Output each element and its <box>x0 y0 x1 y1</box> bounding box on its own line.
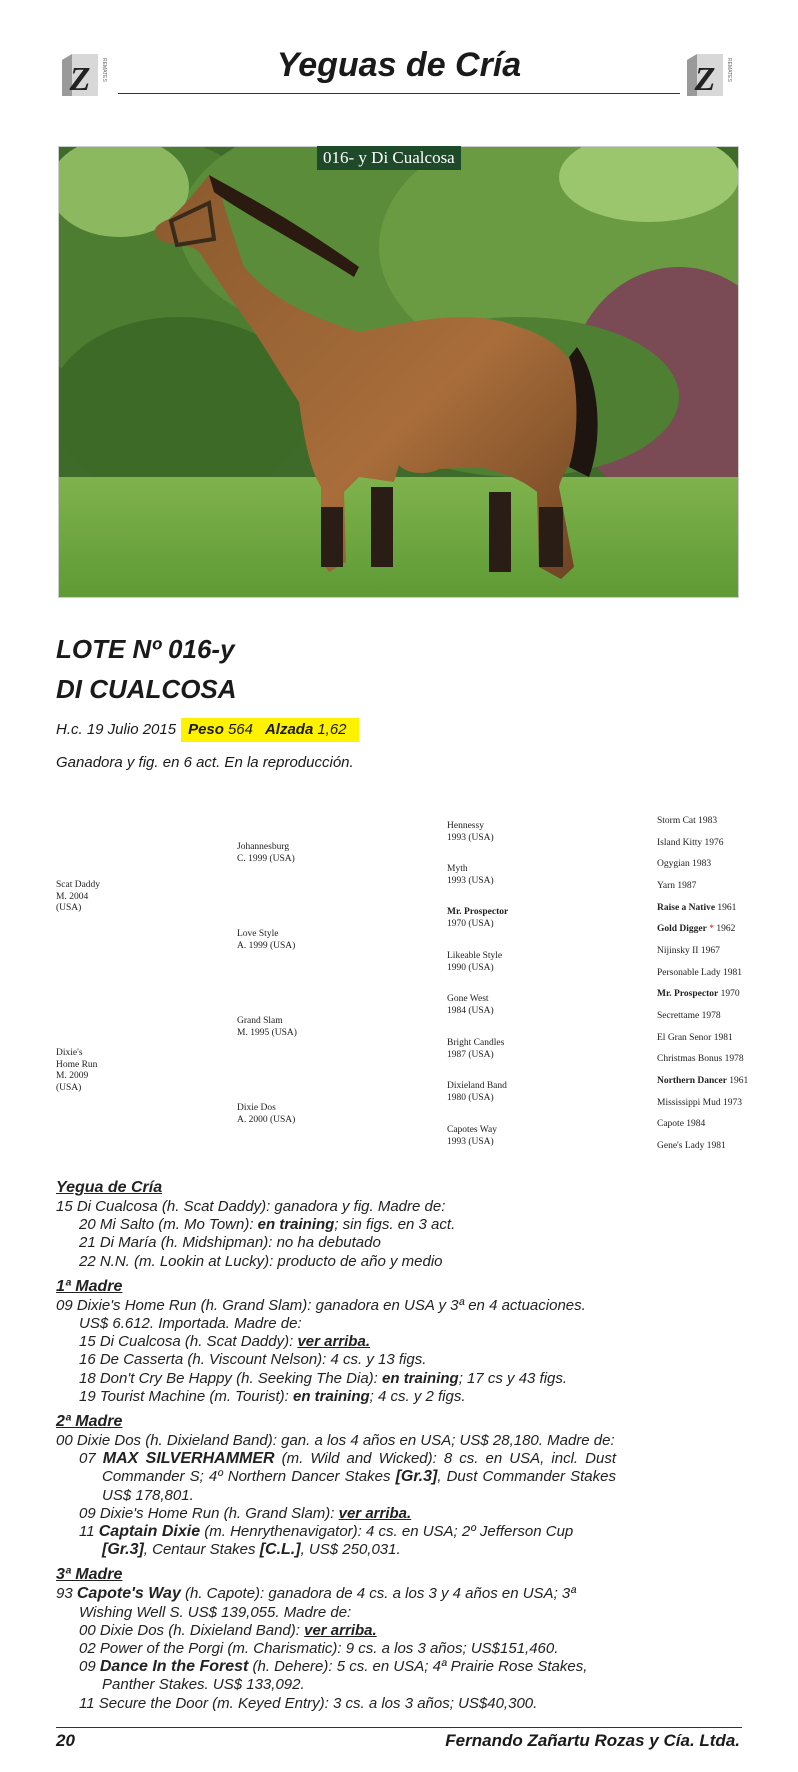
pedigree-gen4-item: Ogygian 1983 <box>657 859 712 869</box>
section-heading: 1ª Madre <box>56 1277 123 1295</box>
record-line: 09 Dixie's Home Run (h. Grand Slam): ganadora en USA y 3ª en 4 actuaciones. US$ 6.612. Importada. Madre de: <box>56 1296 586 1333</box>
header-divider <box>118 93 680 94</box>
pedigree-gen4-item: Mississippi Mud 1973 <box>657 1098 742 1108</box>
lot-number: LOTE Nº 016-y <box>56 634 235 664</box>
record-line: 15 Di Cualcosa (h. Scat Daddy): ganadora y fig. Madre de: <box>56 1198 446 1215</box>
remates-logo-right <box>685 52 733 98</box>
pedigree-gen3-item: Likeable Style 1990 (USA) <box>447 951 503 973</box>
pedigree-gen3-item: Myth 1993 (USA) <box>447 864 494 886</box>
record-line: 02 Power of the Porgi (m. Charismatic): 9 cs. a los 3 años; US$151,460. <box>79 1640 559 1658</box>
pedigree-gen4-item: Storm Cat 1983 <box>657 816 718 826</box>
svg-text:REMATES: REMATES <box>726 58 732 82</box>
record-line: 19 Tourist Machine (m. Tourist): en training; 4 cs. y 2 figs. <box>79 1387 466 1405</box>
record-line: 00 Dixie Dos (h. Dixieland Band): ver arriba. <box>79 1621 377 1639</box>
pedigree-gen2-item: Grand Slam M. 1995 (USA) <box>237 1016 297 1038</box>
peso-value: 564 <box>227 721 253 738</box>
pedigree-gen4-item: Christmas Bonus 1978 <box>657 1054 744 1064</box>
pedigree-gen4-item: Capote 1984 <box>657 1119 706 1129</box>
section-heading: Yegua de Cría <box>56 1179 163 1196</box>
pedigree-gen4-item: El Gran Senor 1981 <box>657 1033 733 1043</box>
photo-caption: 016- y Di Cualcosa <box>317 146 461 170</box>
page-header <box>0 0 798 110</box>
pedigree-gen4-item: Yarn 1987 <box>657 881 697 891</box>
pedigree-gen4-item: Gene's Lady 1981 <box>657 1141 726 1151</box>
measurements-highlight <box>181 718 358 742</box>
pedigree-gen3-item: Mr. Prospector 1970 (USA) <box>447 907 509 929</box>
pedigree-gen4-item: Northern Dancer 1961 <box>657 1076 749 1086</box>
svg-text:Z: Z <box>69 61 91 98</box>
record-line: 93 Capote's Way (h. Capote): ganadora de 4 cs. a los 3 y 4 años en USA; 3ª Wishing Well S. US$ 139,055. Madre de: <box>56 1585 576 1621</box>
pedigree-gen3-item: Dixieland Band 1980 (USA) <box>447 1081 507 1103</box>
record-line: 11 Secure the Door (m. Keyed Entry): 3 cs. a los 3 años; US$40,300. <box>79 1694 538 1712</box>
record-line: 18 Don't Cry Be Happy (h. Seeking The Dia): en training; 17 cs y 43 figs. <box>79 1369 568 1387</box>
alzada-value: 1,62 <box>317 721 347 738</box>
pedigree-gen3-item: Hennessy 1993 (USA) <box>447 821 494 843</box>
section-heading: 2ª Madre <box>56 1413 123 1431</box>
record-line: 22 N.N. (m. Lookin at Lucky): producto de año y medio <box>79 1252 443 1270</box>
pedigree-gen4-item: Nijinsky II 1967 <box>657 946 720 956</box>
pedigree-sire: Scat Daddy M. 2004 (USA) <box>56 880 101 913</box>
birth-date: H.c. 19 Julio 2015 <box>56 721 177 738</box>
record-line: 16 De Casserta (h. Viscount Nelson): 4 cs. y 13 figs. <box>79 1351 427 1369</box>
record-line: 20 Mi Salto (m. Mo Town): en training; sin figs. en 3 act. <box>79 1216 456 1234</box>
footer-divider <box>56 1727 742 1728</box>
pedigree-gen4-item: Raise a Native 1961 <box>657 903 737 913</box>
pedigree-gen3-item: Gone West 1984 (USA) <box>447 994 494 1016</box>
pedigree-gen4-item: Personable Lady 1981 <box>657 968 742 978</box>
section-heading: 3ª Madre <box>56 1566 123 1584</box>
pedigree-gen4-item: Gold Digger * 1962 <box>657 924 736 934</box>
lot-description: Ganadora y fig. en 6 act. En la reproducción. <box>56 754 354 771</box>
page-title: Yeguas de Cría <box>276 46 522 84</box>
peso-label: Peso <box>188 721 224 738</box>
record-line: 15 Di Cualcosa (h. Scat Daddy): ver arriba. <box>79 1333 370 1351</box>
record-line: 07 MAX SILVERHAMMER (m. Wild and Wicked): 8 cs. en USA, incl. Dust Commander S; 4º Northern Dancer Stakes [Gr.3], Dust Commander Stakes US$ 178,801. <box>79 1450 616 1504</box>
svg-text:REMATES: REMATES <box>101 58 107 82</box>
pedigree-gen4-item: Secrettame 1978 <box>657 1011 721 1021</box>
pedigree-gen3-item: Capotes Way 1993 (USA) <box>447 1125 497 1147</box>
pedigree-gen3-item: Bright Candles 1987 (USA) <box>447 1038 505 1060</box>
lot-name: DI CUALCOSA <box>56 674 237 704</box>
alzada-label: Alzada <box>264 721 314 738</box>
horse-photo <box>58 146 739 598</box>
record-line: 00 Dixie Dos (h. Dixieland Band): gan. a los 4 años en USA; US$ 28,180. Madre de: <box>56 1432 615 1450</box>
pedigree-gen2-item: Johannesburg C. 1999 (USA) <box>237 842 295 864</box>
pedigree-gen2-item: Love Style A. 1999 (USA) <box>237 929 296 951</box>
produce-record <box>56 1178 616 1713</box>
page-number: 20 <box>56 1731 75 1750</box>
footer-company: Fernando Zañartu Rozas y Cía. Ltda. <box>445 1731 740 1750</box>
record-line: 09 Dixie's Home Run (h. Grand Slam): ver arriba. <box>79 1504 412 1522</box>
record-line: 11 Captain Dixie (m. Henrythenavigator): 4 cs. en USA; 2º Jefferson Cup [Gr.3], Centaur Stakes [C.L.], US$ 250,031. <box>79 1523 574 1559</box>
svg-text:Z: Z <box>694 61 716 98</box>
pedigree-gen2-item: Dixie Dos A. 2000 (USA) <box>237 1103 296 1125</box>
record-line: 21 Di María (h. Midshipman): no ha debutado <box>79 1234 381 1252</box>
pedigree-gen4-item: Island Kitty 1976 <box>657 838 724 848</box>
record-line: 09 Dance In the Forest (h. Dehere): 5 cs. en USA; 4ª Prairie Rose Stakes, Panther Stakes. US$ 133,092. <box>79 1658 588 1694</box>
birth-line <box>56 718 359 742</box>
pedigree-dam: Dixie's Home Run M. 2009 (USA) <box>56 1048 98 1093</box>
pedigree-gen4-item: Mr. Prospector 1970 <box>657 989 740 999</box>
